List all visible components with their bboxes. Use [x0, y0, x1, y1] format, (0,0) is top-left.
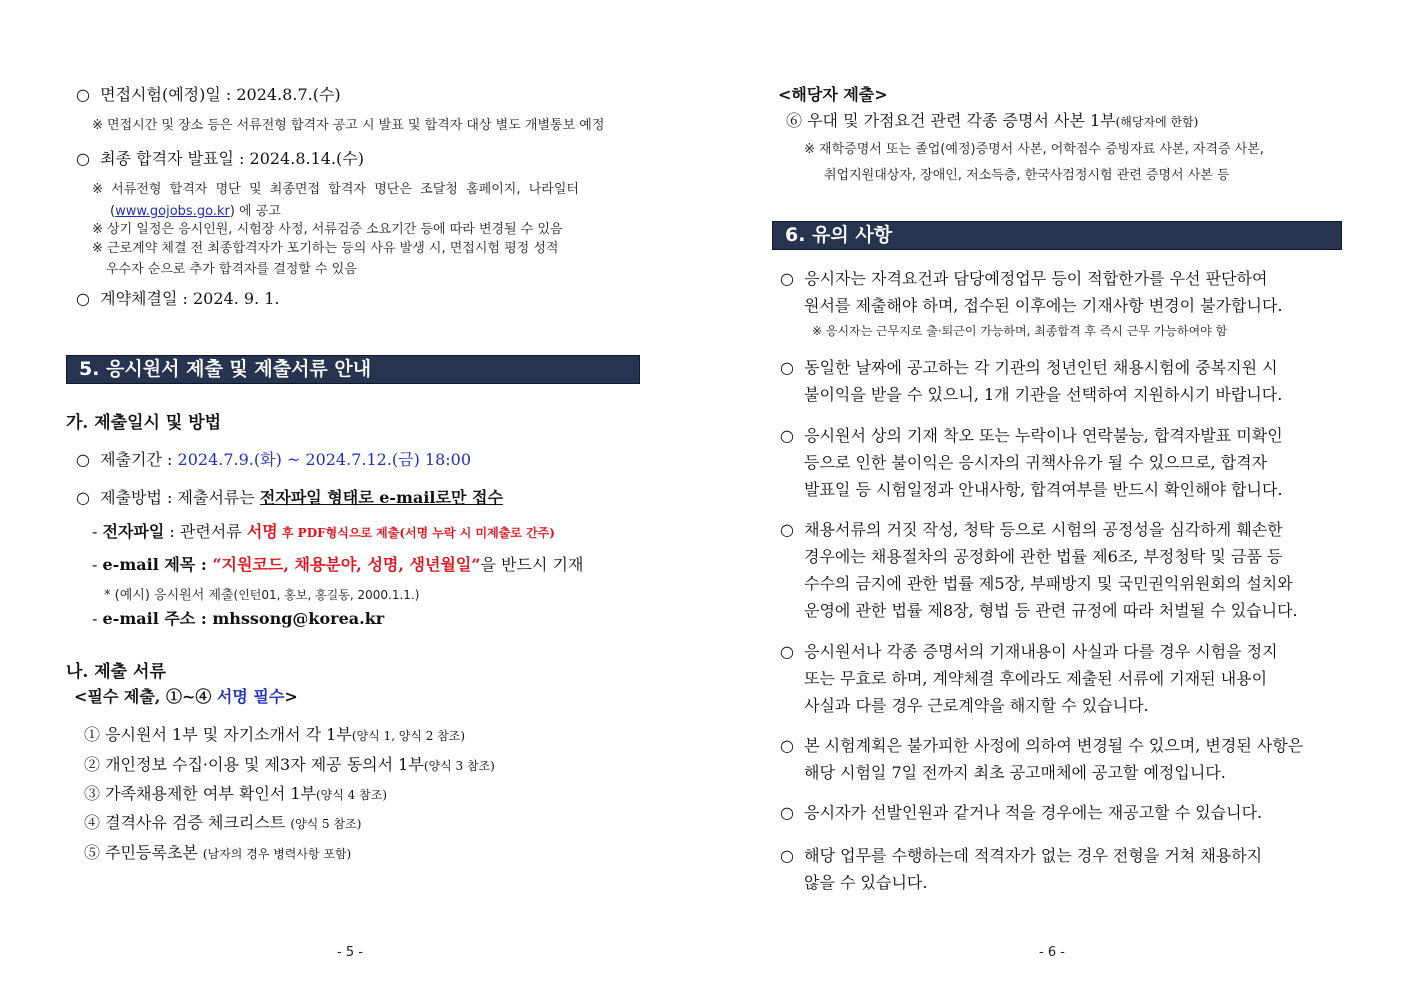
email-title-instruction: - e-mail 제목 : “지원코드, 채용분야, 성명, 생년월일”을 반드시 기재 — [92, 555, 584, 574]
section-6-title: 6. 유의 사항 — [772, 221, 1342, 250]
email-address: - e-mail 주소 : mhssong@korea.kr — [92, 609, 385, 628]
final-note-3: ※ 근로계약 체결 전 최종합격자가 포기하는 등의 사유 발생 시, 면접시험 평정 성적 우수자 순으로 추가 합격자를 결정할 수 있음 — [92, 241, 559, 277]
caution-item-1-note: ※ 응시자는 근무지로 출·퇴근이 가능하며, 최종합격 후 즉시 근무 가능하여야 함 — [812, 324, 1228, 338]
caution-item-7: ○ 응시자가 선발인원과 같거나 적을 경우에는 재공고할 수 있습니다. — [780, 803, 1263, 822]
sub-heading-a: 가. 제출일시 및 방법 — [66, 413, 222, 433]
doc-item-2: ② 개인정보 수집·이용 및 제3자 제공 동의서 1부(양식 3 참조) — [84, 755, 495, 774]
interview-date: ○ 면접시험(예정)일 : 2024.8.7.(수) — [76, 85, 341, 104]
contract-date: ○ 계약체결일 : 2024. 9. 1. — [76, 289, 280, 308]
caution-item-5: ○ 응시원서나 각종 증명서의 기재내용이 사실과 다를 경우 시험을 정지 또는 무효로 하며, 계약체결 후에라도 제출된 서류에 기재된 내용이 사실과 다를 경우 근로계약을 해지할 수 있습니다. — [780, 642, 1278, 715]
doc-item-5: ⑤ 주민등록초본 (남자의 경우 병력사항 포함) — [84, 843, 352, 862]
final-note-2: ※ 상기 일정은 응시인원, 시험장 사정, 서류검증 소요기간 등에 따라 변경될 수 있음 — [92, 222, 563, 237]
submission-method: ○ 제출방법 : 제출서류는 전자파일 형태로 e-mail로만 접수 — [76, 488, 503, 507]
caution-item-8: ○ 해당 업무를 수행하는데 적격자가 없는 경우 전형을 거쳐 채용하지 않을 수 있습니다. — [780, 846, 1263, 892]
caution-item-4: ○ 채용서류의 거짓 작성, 청탁 등으로 시험의 공정성을 심각하게 훼손한 경우에는 채용절차의 공정화에 관한 법률 제6조, 부정청탁 및 금품 등 수수의 금지에 관한 법률 제5장, 부패방지 및 국민권익위원회의 설치와 운영에 관한 법률 제8장, 형법 등 관련 규정에 따라 처벌될 수 있습니다. — [780, 520, 1298, 620]
caution-item-2: ○ 동일한 날짜에 공고하는 각 기관의 청년인턴 채용시험에 중복지원 시 불이익을 받을 수 있으니, 1개 기관을 선택하여 지원하시기 바랍니다. — [780, 358, 1283, 404]
doc-item-1: ① 응시원서 1부 및 자기소개서 각 1부(양식 1, 양식 2 참조) — [84, 725, 466, 744]
applicant-submission-title: <해당자 제출> — [778, 85, 888, 104]
gojobs-link[interactable]: www.gojobs.go.kr — [115, 204, 230, 219]
section-5-title: 5. 응시원서 제출 및 제출서류 안내 — [66, 355, 640, 384]
caution-item-3: ○ 응시원서 상의 기재 착오 또는 누락이나 연락불능, 합격자발표 미확인 등으로 인한 불이익은 응시자의 귀책사유가 될 수 있으므로, 합격자 발표일 등 시험일정과 안내사항, 합격여부를 반드시 확인해야 합니다. — [780, 426, 1283, 499]
page-number-6: - 6 - — [1039, 945, 1065, 960]
submission-period: ○ 제출기간 : 2024.7.9.(화) ~ 2024.7.12.(금) 18:00 — [76, 450, 472, 469]
caution-item-1: ○ 응시자는 자격요건과 담당예정업무 등이 적합한가를 우선 판단하여 원서를 제출해야 하며, 접수된 이후에는 기재사항 변경이 불가합니다. — [780, 269, 1283, 315]
caution-item-6: ○ 본 시험계획은 불가피한 사정에 의하여 변경될 수 있으며, 변경된 사항은 해당 시험일 7일 전까지 최초 공고매체에 공고할 예정입니다. — [780, 736, 1304, 782]
doc-item-6: ⑥ 우대 및 가점요건 관련 각종 증명서 사본 1부(해당자에 한함) — [786, 111, 1199, 130]
interview-note: ※ 면접시간 및 장소 등은 서류전형 합격자 공고 시 발표 및 합격자 대상 별도 개별통보 예정 — [92, 118, 605, 133]
doc-item-4: ④ 결격사유 검증 체크리스트 (양식 5 참조) — [84, 813, 362, 832]
efile-instruction: - 전자파일 : 관련서류 서명 후 PDF형식으로 제출(서명 누락 시 미제출로 간주) — [92, 522, 555, 541]
email-example: * (예시) 응시원서 제출(인턴01, 홍보, 홍길동, 2000.1.1.) — [104, 588, 420, 603]
sub-heading-b: 나. 제출 서류 — [66, 662, 166, 682]
final-announcement-date: ○ 최종 합격자 발표일 : 2024.8.14.(수) — [76, 149, 364, 168]
right-page — [702, 0, 1403, 992]
page-number-5: - 5 - — [337, 945, 363, 960]
required-docs-label: <필수 제출, ①~④ 서명 필수> — [74, 687, 298, 706]
final-note-1: ※ 서류전형 합격자 명단 및 최종면접 합격자 명단은 조달청 홈페이지, 나라일터 (www.gojobs.go.kr) 에 공고 — [92, 182, 579, 219]
doc6-note-1: ※ 재학증명서 또는 졸업(예정)증명서 사본, 어학점수 증빙자료 사본, 자격증 사본, — [804, 142, 1264, 157]
doc-item-3: ③ 가족채용제한 여부 확인서 1부(양식 4 참조) — [84, 784, 387, 803]
doc6-note-2: 취업지원대상자, 장애인, 저소득층, 한국사검정시험 관련 증명서 사본 등 — [824, 168, 1230, 183]
